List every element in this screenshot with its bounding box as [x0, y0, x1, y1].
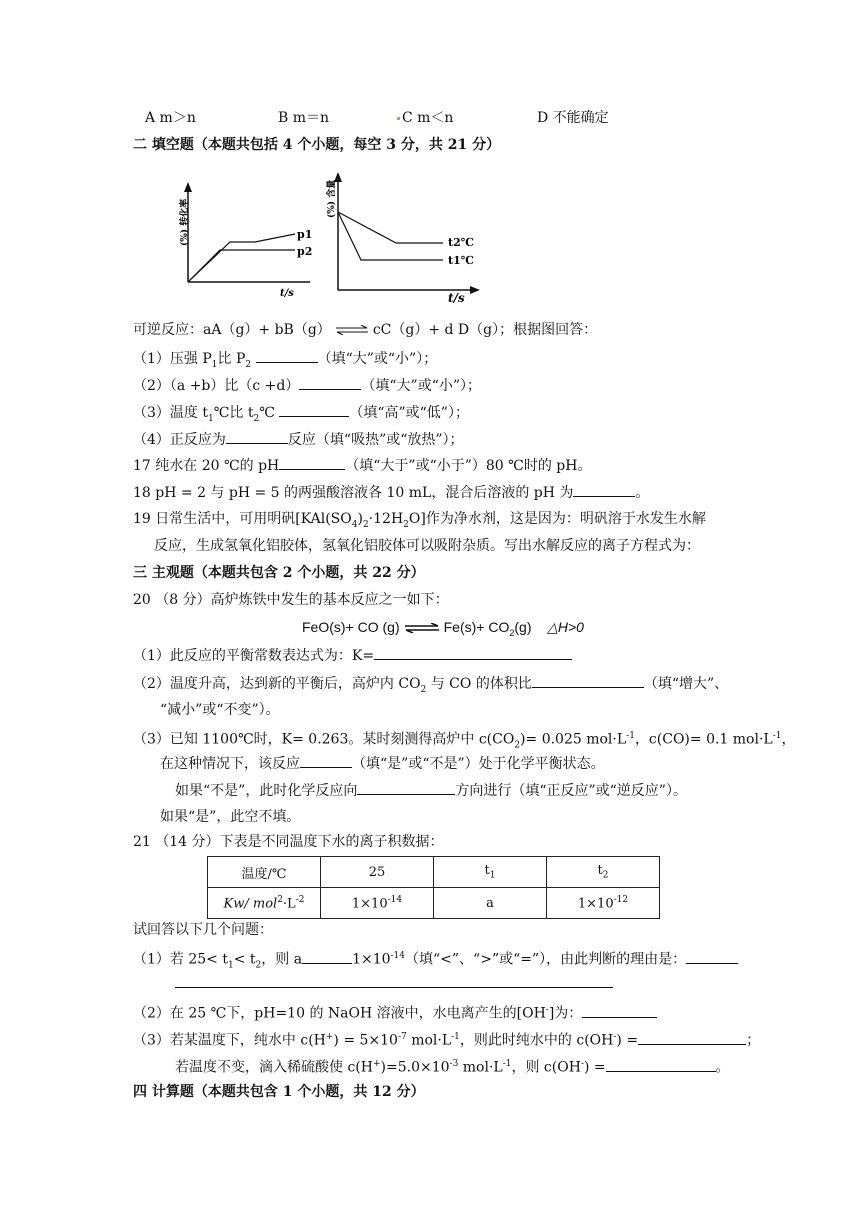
label-t1: t1℃ [448, 254, 474, 267]
answer-blank[interactable] [256, 348, 318, 363]
graph2-ylabel: (%) 含量 [327, 179, 337, 218]
table-cell: Kw/ $mol^2\cdot L^{-2}$ [208, 888, 321, 919]
label-p1: p1 [297, 228, 313, 241]
q21-ask: 试回答以下几个问题： [133, 922, 273, 938]
answer-blank[interactable] [226, 429, 288, 444]
q18: 18 pH = 2 与 pH = 5 的两强酸溶液各 10 mL，混合后溶液的 pH 为 。 [133, 482, 649, 503]
dot-mark [397, 117, 400, 120]
option-c: C m＜n [395, 108, 453, 128]
graph2-xlabel: t/s [448, 291, 465, 305]
table-row [208, 857, 660, 888]
q16-intro: 可逆反应：aA（g）+ bB（g） cC（g）+ d D（g）；根据图回答： [133, 322, 598, 338]
equilibrium-arrow-icon [335, 325, 369, 335]
y-axis-arrow-icon [184, 182, 192, 192]
answer-blank[interactable] [175, 973, 613, 988]
q21-part1: （1）若 $25< t_1< t_2$，则 a $1\times 10^{-14}$（填“<”、“>”或“=”），由此判断的理由是： [133, 946, 738, 975]
option-b: B m＝n [278, 110, 330, 126]
q20-equation: FeO(s)+ CO (g) $Fe(s)+ CO_2(g)$ △H>0 [302, 619, 584, 638]
answer-blank[interactable] [582, 1003, 657, 1018]
table-header-cell: $t_2$ [547, 857, 660, 888]
q16-part1: （1）压强 $P_1$比 $P_2$ （填“大”或“小”）； [133, 348, 437, 375]
curve-p1 [188, 234, 295, 282]
q21-part3-line2: 若温度不变，滴入稀硫酸使 $c(H^+)=5.0\times 10^{-3}$ $mol\cdot L^{-1}$，则 c(OH-) = 。 [175, 1054, 730, 1078]
q20-part2: （2）温度升高，达到新的平衡后，高炉内 $CO_2$ 与 CO 的体积比 （填“增大”、 [133, 673, 728, 700]
q17: 17 纯水在 20 ℃的 pH （填“大于”或“小于”）80 ℃时的 pH。 [133, 455, 591, 476]
section-2-title: 二 填空题（本题共包括 4 个小题，每空 3 分，共 21 分） [133, 137, 501, 153]
answer-blank[interactable] [686, 949, 738, 964]
q21-part3-line1: （3）若某温度下，纯水中 $c(H^+) = 5\times 10^{-7}$ $mol\cdot L^{-1}$，则此时纯水中的 c(OH-) = ； [133, 1027, 760, 1051]
answer-blank[interactable] [357, 780, 455, 795]
q20-part2-cont: “减小”或“不变”）。 [160, 702, 280, 718]
table-header-cell: 25 [321, 857, 434, 888]
table-header-cell: 温度/℃ [208, 857, 321, 888]
table-row [208, 888, 660, 919]
answer-blank[interactable] [299, 375, 361, 390]
curve-p2 [188, 250, 295, 282]
table-cell: $1\times 10^{-14}$ [321, 888, 434, 919]
q20-intro: 20 （8 分）高炉炼铁中发生的基本反应之一如下： [133, 592, 449, 608]
answer-blank[interactable] [606, 1057, 716, 1072]
table-header-cell: $t_1$ [434, 857, 547, 888]
q21-part2: （2）在 25 ℃下，pH=10 的 NaOH 溶液中，水电离产生的[OH-]为： [133, 1000, 657, 1024]
graph1-xlabel: t/s [280, 288, 294, 299]
graph-temperature [318, 170, 488, 305]
answer-blank[interactable] [573, 482, 635, 497]
q20-part3-line1: （3）已知 1100℃时，K= 0.263。某时刻测得高炉中 $c(CO_2)= 0.025$ $mol\cdot L^{-1}$，c(CO)= 0.1 $mol\cdot L^{-1}$， [133, 731, 796, 751]
label-t2: t2℃ [448, 236, 474, 249]
option-a: A m＞n [145, 110, 196, 126]
answer-blank[interactable] [302, 949, 352, 964]
q16-part3: （3）温度 $t_1℃$比 $t_2℃$ （填“高”或“低”）； [133, 402, 469, 429]
answer-blank[interactable] [279, 402, 349, 417]
curve-t1 [338, 212, 443, 260]
answer-blank[interactable] [532, 673, 644, 688]
q16-part2: （2）（a +b）比（c +d） （填“大”或“小”）； [133, 375, 481, 396]
answer-blank[interactable] [374, 645, 572, 660]
table-cell: a [434, 888, 547, 919]
q21-part1-cont [175, 973, 613, 994]
graph-pressure [160, 180, 325, 300]
curve-t2 [338, 212, 443, 243]
kw-table [207, 856, 660, 919]
q20-part1: （1）此反应的平衡常数表达式为：K= [133, 645, 572, 666]
q19-line1: 19 日常生活中，可用明矾$[KAl(SO_4)_2\cdot 12H_2O]$作为净水剂，这是因为：明矾溶于水发生水解 [133, 511, 706, 530]
label-p2: p2 [297, 245, 313, 258]
q20-part3-line4: 如果“是”，此空不填。 [160, 809, 301, 825]
q20-part3-line2: 在这种情况下，该反应 （填“是”或“不是”）处于化学平衡状态。 [160, 753, 605, 774]
q19-line2: 反应，生成氢氧化铝胶体，氢氧化铝胶体可以吸附杂质。写出水解反应的离子方程式为： [154, 538, 700, 554]
option-d: D 不能确定 [537, 110, 609, 126]
section-4-title: 四 计算题（本题共包含 1 个小题，共 12 分） [133, 1084, 425, 1100]
table-cell: $1\times 10^{-12}$ [547, 888, 660, 919]
answer-blank[interactable] [279, 455, 345, 470]
x-axis-arrow-icon [470, 286, 480, 294]
q21-intro: 21 （14 分）下表是不同温度下水的离子积数据： [133, 834, 444, 850]
equilibrium-arrow-icon [404, 623, 440, 633]
q20-part3-line3: 如果“不是”，此时化学反应向 方向进行（填“正反应”或“逆反应”）。 [175, 780, 687, 801]
q16-part4: （4）正反应为 反应（填“吸热”或“放热”）； [133, 429, 464, 450]
answer-blank[interactable] [638, 1030, 746, 1045]
graph1-ylabel: (%) 转化率 [180, 198, 190, 246]
answer-blank[interactable] [300, 753, 352, 768]
section-3-title: 三 主观题（本题共包含 2 个小题，共 22 分） [133, 565, 425, 581]
